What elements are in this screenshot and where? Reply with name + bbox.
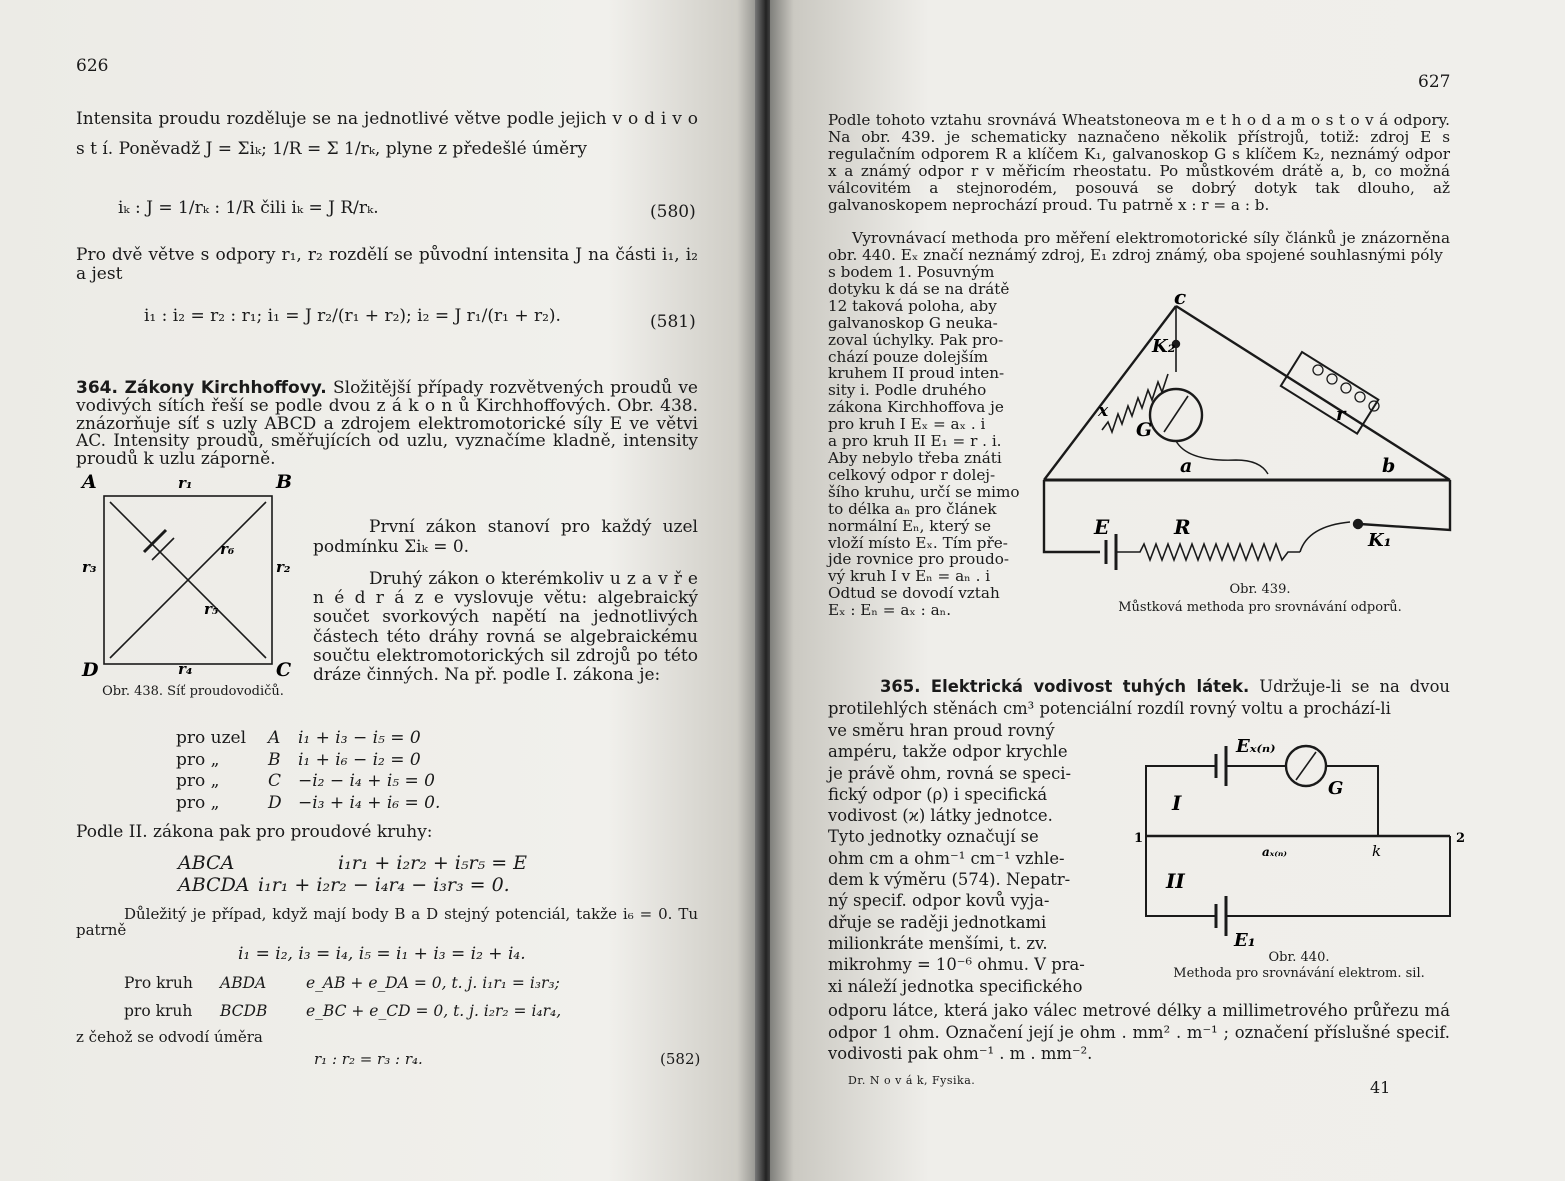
- equation-582-number: (582): [660, 1050, 701, 1068]
- label-G: G: [1328, 778, 1344, 799]
- section-365-intro: 365. Elektrická vodivost tuhých látek. Udržuje-li se na dvou protilehlých stěnách cm³ potenciální rozdíl rovný voltu a prochází-li: [828, 677, 1450, 718]
- node-eq-row: pro „ C −i₂ − i₄ + i₅ = 0: [176, 771, 435, 791]
- label-r6: r₆: [220, 540, 235, 558]
- label-G: G: [1136, 419, 1153, 441]
- node-equations: [176, 728, 440, 814]
- label-K2: K₂: [1152, 336, 1176, 357]
- label-x: x: [1098, 401, 1109, 421]
- loop-intro: Podle II. zákona pak pro proudové kruhy:: [76, 822, 433, 842]
- figure-439-bridge: [1040, 290, 1460, 590]
- loop-equations: [178, 852, 527, 896]
- label-r3: r₃: [82, 558, 97, 576]
- label-r1: r₁: [178, 474, 193, 492]
- right-page: [770, 0, 1565, 1181]
- section-364: [76, 380, 698, 469]
- figure-438-caption: Obr. 438. Síť proudovodičů.: [102, 684, 284, 699]
- signature-mark: 41: [1370, 1078, 1391, 1097]
- loop-eq-row: ABCA i₁r₁ + i₂r₂ + i₅r₅ = E: [178, 852, 528, 874]
- node-eq-row: pro uzel A i₁ + i₃ − i₅ = 0: [176, 728, 421, 748]
- bridge-left-side: [1044, 306, 1176, 480]
- label-Ex: Eₓ₍ₙ₎: [1236, 736, 1276, 757]
- equation-582: r₁ : r₂ = r₃ : r₄.: [314, 1050, 423, 1068]
- regulating-resistor-R: [1116, 544, 1300, 560]
- label-r2: r₂: [276, 558, 291, 576]
- label-E: E: [1094, 515, 1110, 539]
- node-C: C: [276, 659, 292, 680]
- first-law: První zákon stanoví pro každý uzel podmínku Σiₖ = 0.: [313, 517, 698, 557]
- special-case-equation: i₁ = i₂, i₃ = i₄, i₅ = i₁ + i₃ = i₂ + i₄.: [238, 944, 526, 964]
- figure-439-caption: Můstková methoda pro srovnávání odporů.: [1118, 600, 1402, 615]
- derive-text: z čehož se odvodí úměra: [76, 1028, 263, 1046]
- unknown-resistor-x: [1102, 374, 1168, 432]
- section-365-column: ve směru hran proud rovný ampéru, takže odpor krychle je právě ohm, rovná se speci- fický odpor (ρ) i specifická vodivost (ϰ) látky jednotce. Tyto jednotky označují se ohm cm a ohm⁻¹ cm⁻¹ vzhle- dem k výměru (574). Nepatr- ný specif. odpor kovů vyja- dřuje se raději jednotkami milionkráte menšími, t. zv. mikrohmy = 10⁻⁶ ohmu. V pra- xi náleží jednotka specifického: [828, 721, 1085, 996]
- bridge-right-side: [1176, 306, 1450, 480]
- section-365-tail: odporu látce, která jako válec metrové délky a millimetrového průřezu má odpor 1 ohm. Označení její je ohm . mm² . m⁻¹ ; označení příslušné specif. vodivosti pak ohm⁻¹ . m . mm⁻².: [828, 1001, 1450, 1063]
- loop-bcdb: pro kruh BCDB e_BC + e_CD = 0, t. j. i₂r₂ = i₄r₄,: [124, 1002, 562, 1020]
- label-R: R: [1174, 515, 1191, 539]
- paragraph-two-branches: Pro dvě větve s odpory r₁, r₂ rozdělí se původní intensita J na části i₁, i₂ a jest: [76, 245, 698, 284]
- equation-581: i₁ : i₂ = r₂ : r₁; i₁ = J r₂/(r₁ + r₂); i₂ = J r₁/(r₁ + r₂).: [144, 306, 561, 326]
- equation-580-number: (580): [650, 202, 696, 222]
- node-B: B: [276, 471, 293, 493]
- loop-eq-row: ABCDA i₁r₁ + i₂r₂ − i₄r₄ − i₃r₃ = 0.: [178, 874, 510, 896]
- paragraph-special-case: Důležitý je případ, když mají body B a D stejný potenciál, takže i₆ = 0. Tu patrně: [76, 905, 698, 939]
- figure-440-caption: Methoda pro srovnávání elektrom. sil.: [1173, 966, 1425, 981]
- node-D: D: [82, 659, 99, 680]
- label-r4: r₄: [178, 660, 193, 678]
- paragraph-conductivity: Intensita proudu rozděluje se na jednotlivé větve podle jejich v o d i v o s t í. Poněvadž J = Σiₖ; 1/R = Σ 1/rₖ, plyne z předešlé úměry: [76, 109, 698, 159]
- footer-author: Dr. N o v á k, Fysika.: [848, 1074, 976, 1087]
- second-law: Druhý zákon o kterémkoliv u z a v ř e n é d r á z e vyslovuje větu: algebraický součet svorkových napětí na jednotlivých částech této dráhy rovná se algebraickému součtu elektromotorických sil zdrojů po této dráze činných. Na př. podle I. zákona je:: [313, 569, 698, 686]
- figure-439-caption-number: Obr. 439.: [1229, 582, 1291, 597]
- section-365-title: 365. Elektrická vodivost tuhých látek.: [880, 677, 1250, 696]
- equation-581-number: (581): [650, 312, 696, 332]
- page-number-right: 627: [1418, 72, 1451, 92]
- bridge-lower-left: [1044, 480, 1100, 552]
- compensation-column: s bodem 1. Posuvným dotyku k dá se na drátě 12 taková poloha, aby galvanoskop G neuka- zoval úchylky. Pak pro- chází pouze dolejším kruhem II proud inten- sity i. Podle druhého zákona Kirchhoffova je pro kruh I Eₓ = aₓ . i a pro kruh II E₁ = r . i. Aby nebylo třeba znáti celkový odpor r dolej- šího kruhu, určí se mimo to délka aₙ pro článek normální Eₙ, který se vloží místo Eₓ. Tím pře- jde rovnice pro proudo- vý kruh I v Eₙ = aₙ . i Odtud se dovodí vztah Eₓ : Eₙ = aₓ : aₙ.: [828, 263, 1020, 620]
- node-A: A: [82, 471, 97, 493]
- label-node-2: 2: [1456, 831, 1466, 846]
- equation-580: iₖ : J = 1/rₖ : 1/R čili iₖ = J R/rₖ.: [118, 198, 379, 218]
- figure-440-compensation: [1132, 732, 1466, 950]
- label-r5: r₅: [204, 600, 219, 618]
- figure-438-network: [78, 468, 300, 680]
- node-eq-row: pro „ B i₁ + i₆ − i₂ = 0: [176, 749, 421, 770]
- label-K1: K₁: [1368, 530, 1392, 551]
- loop-abda: Pro kruh ABDA e_AB + e_DA = 0, t. j. i₁r₁ = i₃r₃;: [124, 974, 560, 992]
- label-node-1: 1: [1134, 831, 1144, 846]
- section-364-title: 364. Zákony Kirchhoffovy.: [76, 378, 327, 398]
- left-page: [0, 0, 760, 1181]
- paragraph-compensation: Vyrovnávací methoda pro měření elektromotorické síly článků je znázorněna obr. 440. Eₓ značí neznámý zdroj, E₁ zdroj známý, oba spojené souhlasnými póly: [828, 229, 1450, 264]
- label-b: b: [1382, 455, 1396, 477]
- label-ax: aₓ₍ₙ₎: [1262, 845, 1287, 859]
- node-eq-row: pro „ D −i₃ + i₄ + i₆ = 0.: [176, 792, 441, 813]
- label-r: r: [1336, 404, 1346, 425]
- section-364-text: Složitější případy rozvětvených proudů ve vodivých sítích řeší se podle dvou z á k o n ů Kirchhoffových. Obr. 438. znázorňuje síť s uzly ABCD a zdrojem elektromotorické síly E ve větvi AC. Intensity proudů, směřujících od uzlu, vyznačíme kladně, intensity proudů k uzlu záporně.: [76, 378, 698, 470]
- paragraph-wheatstone: Podle tohoto vztahu srovnává Wheatstoneova m e t h o d a m o s t o v á odpory. Na obr. 439. je schematicky naznačeno několik přístrojů, totiž: zdroj E s regulačním odporem R a klíčem K₁, galvanoskop G s klíčem K₂, neznámý odpor x a známý odpor r v měřicím rheostatu. Po můstkovém drátě a, b, co možná válcovitém a stejnorodém, posouvá se dobrý dotyk tak dlouho, až galvanoskopem neprochází proud. Tu patrně x : r = a : b.: [828, 111, 1450, 214]
- figure-440-caption-number: Obr. 440.: [1268, 950, 1330, 965]
- label-E1: E₁: [1234, 930, 1256, 950]
- label-a: a: [1180, 455, 1193, 477]
- page-number-left: 626: [76, 56, 109, 76]
- label-c: c: [1174, 290, 1187, 309]
- label-I: I: [1172, 791, 1182, 815]
- label-II: II: [1166, 869, 1185, 893]
- label-k: k: [1372, 842, 1382, 860]
- bridge-lower-right: [1360, 480, 1450, 530]
